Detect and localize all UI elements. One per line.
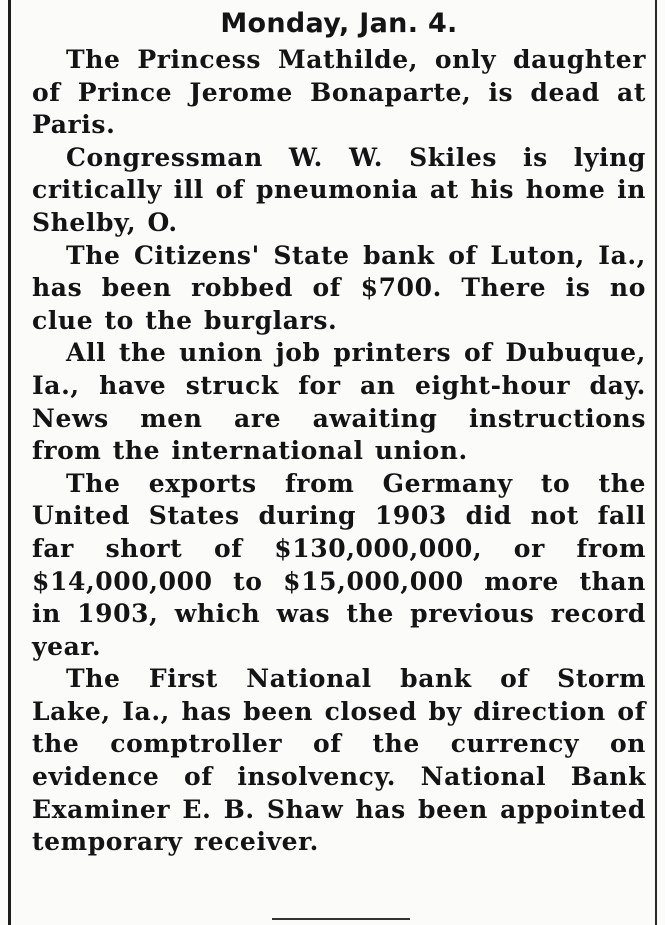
section-divider <box>272 918 410 920</box>
column-rule-right <box>655 0 657 925</box>
news-item-luton-bank-robbery: The Citizens' State bank of Luton, Ia., has been robbed of $700. There is no clue to the burglars. <box>32 240 646 335</box>
news-item-princess-mathilde: The Princess Mathilde, only daughter of Prince Jerome Bonaparte, is dead at Paris. <box>32 45 646 140</box>
news-item-german-exports: The exports from Germany to the United States during 1903 did not fall far short of $130,000,000, or from $14,000,000 to $15,000,000 more than in 1903, which was the previous record year. <box>32 468 646 661</box>
news-item-dubuque-printers-strike: All the union job printers of Dubuque, Ia., have struck for an eight-hour day. News men are awaiting instructions from the international union. <box>32 338 646 466</box>
dateline-heading: Monday, Jan. 4. <box>220 8 458 39</box>
news-item-storm-lake-bank-closed: The First National bank of Storm Lake, Ia., has been closed by direction of the comptroller of the currency on evidence of insolvency. National Bank Examiner E. B. Shaw has been appointed temporary receiver. <box>32 664 646 857</box>
column-rule-left <box>8 0 11 925</box>
news-item-congressman-skiles: Congressman W. W. Skiles is lying critically ill of pneumonia at his home in Shelby, O. <box>32 142 646 237</box>
news-column <box>32 4 646 859</box>
